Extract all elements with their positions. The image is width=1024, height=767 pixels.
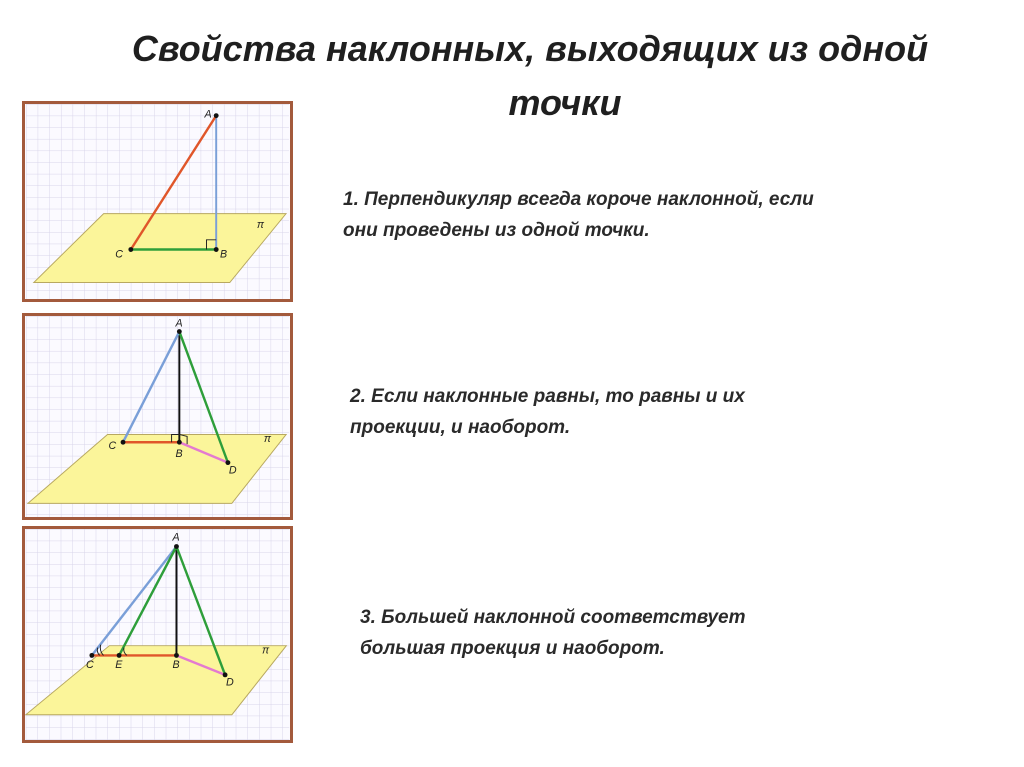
label-b: B [172,659,180,672]
label-d: D [226,676,234,689]
point-c [89,653,94,658]
figure-2 [22,313,293,520]
point-a [174,544,179,549]
label-a: A [175,317,183,330]
label-plane: π [263,433,271,446]
property-1 [343,184,963,246]
title-line-1: Свойства наклонных, выходящих из одной [131,28,929,69]
point-e [117,653,122,658]
figure-1-drawing [25,104,290,299]
label-c: C [115,248,124,261]
label-e: E [115,659,123,672]
point-b [214,247,219,252]
figure-3-drawing [25,529,290,740]
figure-3 [22,526,293,743]
property-1-line-2: они проведены из одной точки. [343,220,650,241]
property-3-line-2: большая проекция и наоборот. [360,638,665,659]
property-3-line-1: 3. Большей наклонной соответствует [360,607,746,628]
label-a: A [204,108,212,121]
point-a [177,329,182,334]
label-c: C [108,440,117,453]
label-plane: π [262,644,270,657]
point-b [174,653,179,658]
property-2-line-1: 2. Если наклонные равны, то равны и их [350,386,745,407]
point-a [214,113,219,118]
label-b: B [220,248,228,261]
point-b [177,440,182,445]
figure-2-drawing [25,316,290,517]
property-2 [350,381,970,443]
property-3 [360,602,980,664]
property-1-line-1: 1. Перпендикуляр всегда короче наклонной, если [343,189,814,210]
point-c [121,440,126,445]
point-c [128,247,133,252]
label-b: B [175,447,183,460]
property-2-line-2: проекции, и наоборот. [350,417,571,438]
label-plane: π [256,219,265,232]
title-line-2: точки [508,82,622,123]
figure-1 [22,101,293,302]
label-a: A [172,531,180,544]
label-c: C [86,659,94,672]
label-d: D [228,464,237,477]
